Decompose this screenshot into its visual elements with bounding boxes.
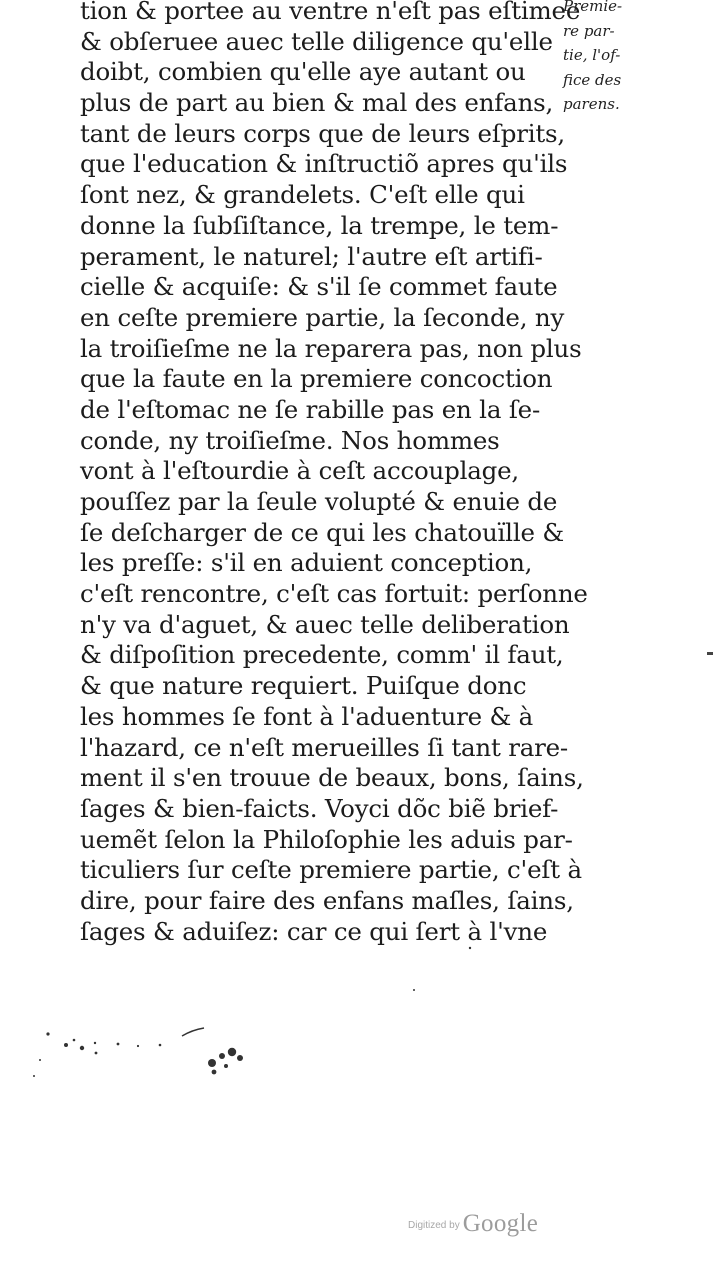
text-line: conde, ny troiſieſme. Nos hommes — [80, 425, 500, 455]
text-line: ſe deſcharger de ce qui les chatouïlle & — [80, 517, 564, 547]
text-line: ſont nez, & grandelets. C'eſt elle qui — [80, 180, 525, 210]
text-line: l'hazard, ce n'eſt merueilles ſi tant rare- — [80, 732, 569, 762]
text-line: doibt, combien qu'elle aye autant ou — [80, 57, 526, 87]
text-line: tant de leurs corps que de leurs eſprits, — [80, 118, 565, 148]
text-line: ſages & aduiſez: car ce qui ſert à l'vne — [80, 916, 548, 946]
text-line: n'y va d'aguet, & auec telle deliberation — [80, 609, 570, 639]
text-line: dire, pour faire des enfans maſles, ſains, — [80, 885, 574, 915]
digitized-by-google-watermark — [408, 1210, 538, 1238]
text-line: pouſſez par la ſeule volupté & enuie de — [80, 487, 558, 516]
text-line: tion & portee au ventre n'eſt pas eſtimee — [80, 0, 581, 25]
text-line: de l'eſtomac ne ſe rabille pas en la ſe- — [80, 394, 541, 424]
text-line: & diſpoſition precedente, comm' il faut, — [80, 640, 564, 670]
text-line: donne la ſubſiſtance, la trempe, le tem- — [80, 210, 559, 240]
text-line: c'eſt rencontre, c'eſt cas fortuit: perſonne — [80, 579, 588, 609]
digitized-label: Digitized by — [408, 1220, 460, 1231]
text-line: uemẽt ſelon la Philoſophie les aduis par- — [80, 824, 573, 854]
text-line: ſages & bien-faicts. Voyci dõc biẽ brief- — [80, 793, 559, 823]
text-line: & obſeruee auec telle diligence qu'elle — [80, 26, 553, 56]
text-line: que l'education & inſtructiõ apres qu'ils — [80, 149, 568, 179]
text-line: ment il s'en trouue de beaux, bons, ſains, — [80, 763, 584, 793]
text-line: en ceſte premiere partie, la ſeconde, ny — [80, 302, 565, 332]
margin-note-line: tie, l'of- — [563, 46, 621, 64]
text-line: & que nature requiert. Puiſque donc — [80, 671, 527, 701]
google-logo: Google — [462, 1210, 539, 1237]
margin-note-line: re par- — [563, 21, 615, 40]
margin-note — [563, 0, 673, 117]
page-body-text — [80, 0, 588, 947]
margin-note-line: parens. — [563, 95, 620, 113]
text-line: la troiſieſme ne la reparera pas, non plus — [80, 333, 582, 363]
text-line: perament, le naturel; l'autre eſt artifi- — [80, 241, 543, 271]
text-line: les preſſe: s'il en aduient conception, — [80, 548, 533, 578]
text-line: que la faute en la premiere concoction — [80, 364, 553, 394]
text-line: plus de part au bien & mal des enfans, — [80, 88, 554, 118]
text-line: les hommes ſe font à l'aduenture & à — [80, 701, 534, 731]
text-line: ticuliers ſur ceſte premiere partie, c'eſt à — [80, 855, 582, 885]
text-line: vont à l'eſtourdie à ceſt accouplage, — [80, 456, 520, 486]
margin-note-line: fice des — [563, 70, 622, 89]
text-line: cielle & acquiſe: & s'il ſe commet faute — [80, 272, 558, 302]
margin-note-line: Premie- — [563, 0, 623, 15]
